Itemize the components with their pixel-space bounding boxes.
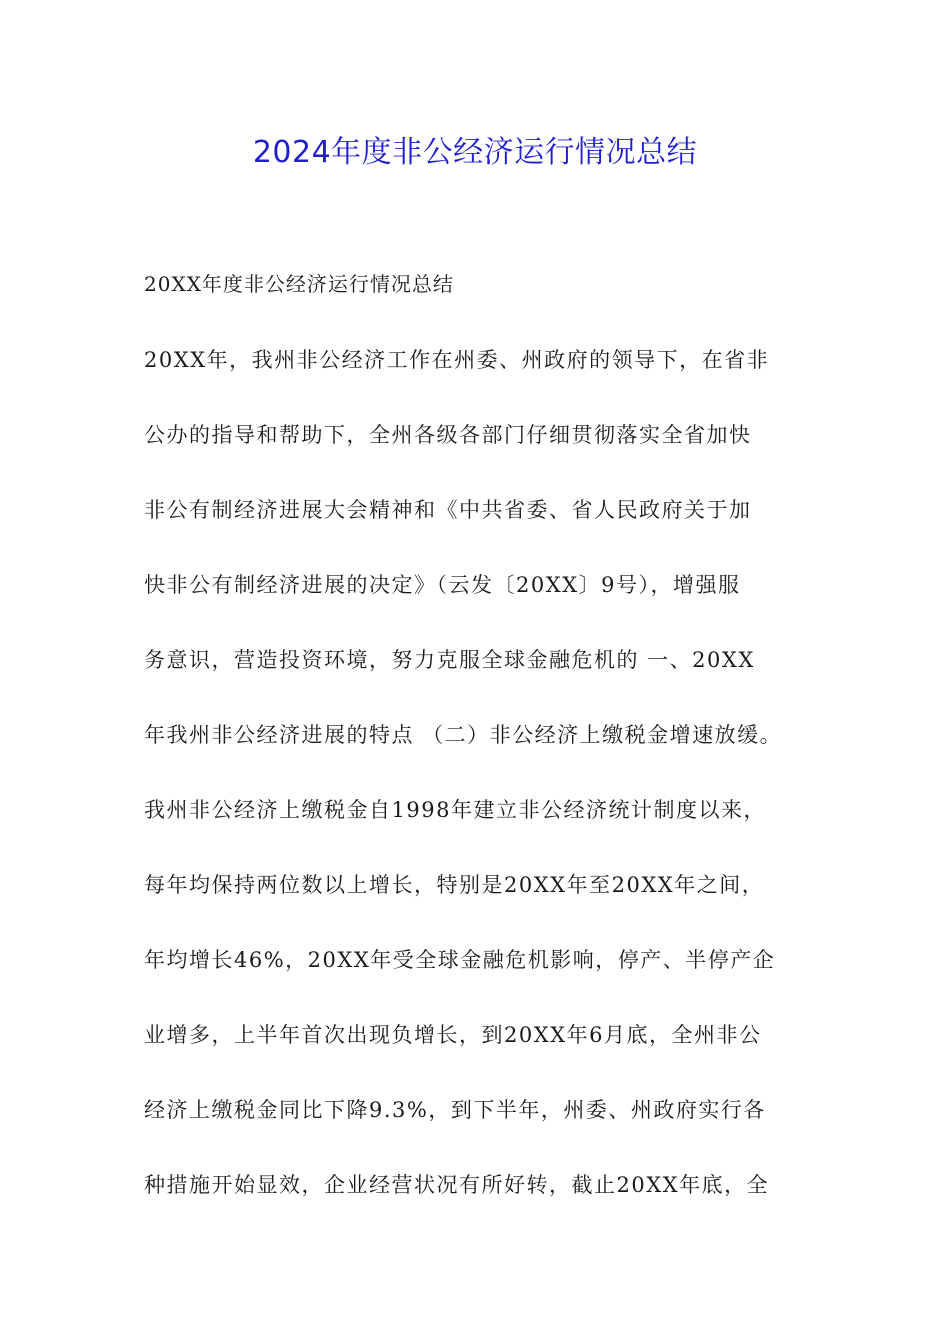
body-line: 非公有制经济进展大会精神和《中共省委、省人民政府关于加 — [144, 498, 752, 522]
body-line: 务意识，营造投资环境，努力克服全球金融危机的 一、20XX — [144, 648, 755, 672]
document-subtitle: 20XX年度非公经济运行情况总结 — [144, 272, 454, 296]
body-line: 年我州非公经济进展的特点 （二）非公经济上缴税金增速放缓。 — [144, 723, 783, 747]
body-line: 业增多，上半年首次出现负增长，到20XX年6月底，全州非公 — [144, 1023, 762, 1047]
document-title: 2024年度非公经济运行情况总结 — [252, 135, 698, 170]
body-line: 年均增长46%，20XX年受全球金融危机影响，停产、半停产企 — [144, 948, 776, 972]
body-line: 20XX年，我州非公经济工作在州委、州政府的领导下，在省非 — [144, 348, 770, 372]
body-line: 快非公有制经济进展的决定》（云发〔20XX〕9号），增强服 — [144, 573, 741, 597]
body-line: 每年均保持两位数以上增长，特别是20XX年至20XX年之间， — [144, 873, 765, 897]
body-line: 我州非公经济上缴税金自1998年建立非公经济统计制度以来， — [144, 798, 766, 822]
body-line: 经济上缴税金同比下降9.3%，到下半年，州委、州政府实行各 — [144, 1098, 766, 1122]
body-text — [144, 340, 824, 1240]
body-line: 公办的指导和帮助下，全州各级各部门仔细贯彻落实全省加快 — [144, 423, 752, 447]
body-line: 种措施开始显效，企业经营状况有所好转，截止20XX年底，全 — [144, 1173, 770, 1197]
